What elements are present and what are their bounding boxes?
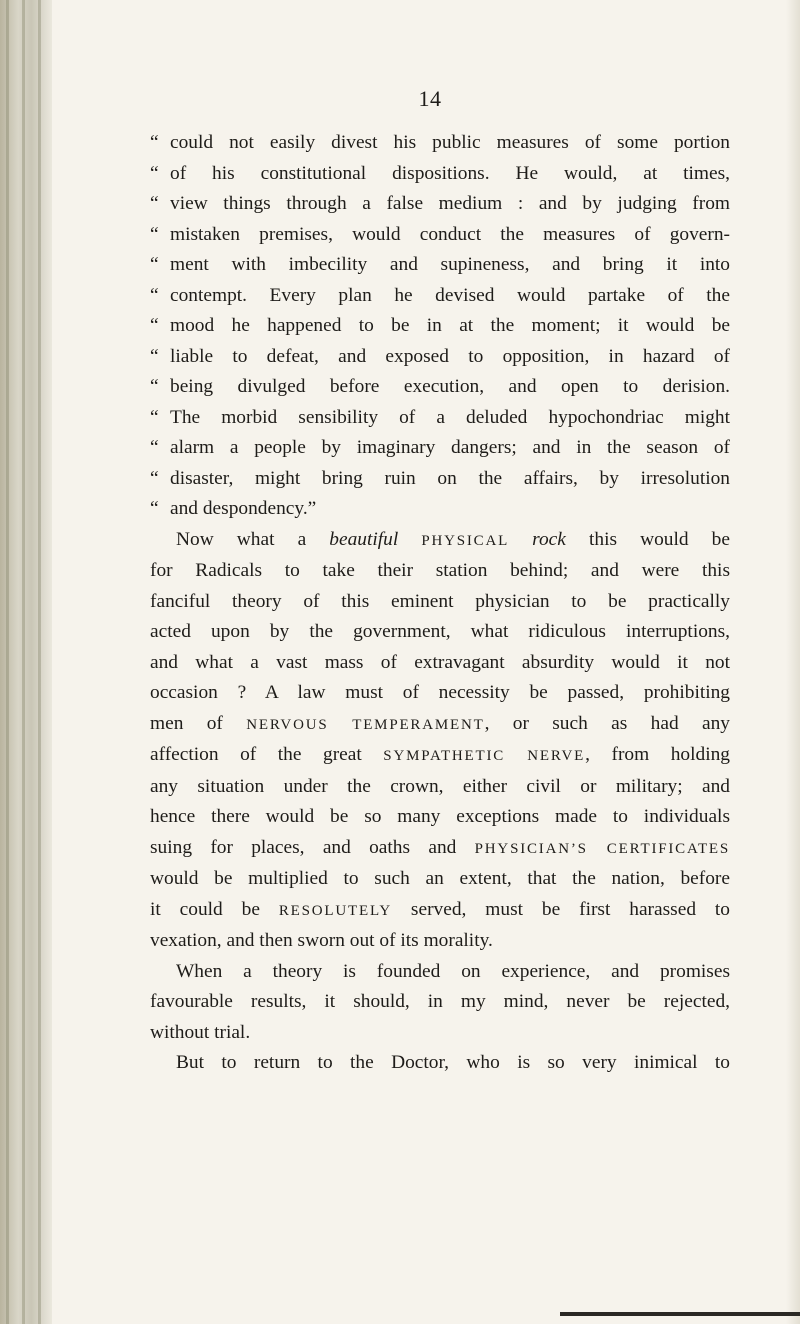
binding-thread — [6, 0, 9, 1324]
small-caps-text: NERVOUS TEMPERAMENT — [246, 716, 485, 733]
small-caps-text: PHYSICIAN’S CERTIFICATES — [474, 840, 731, 857]
text-segment: alarm a people by imaginary dangers; and in the season of — [170, 437, 730, 458]
page-number: 14 — [418, 86, 442, 111]
text-segment: contempt. Every plan he devised would partake of the — [170, 284, 730, 306]
quote-mark: “ — [150, 132, 159, 153]
page-bottom-edge — [560, 1312, 800, 1316]
text-line — [150, 464, 730, 495]
text-segment: would be multiplied to such an extent, that the nation, before — [150, 868, 730, 889]
text-segment: affection of the great — [150, 744, 384, 765]
text-segment: favourable results, it should, in my mind, never be rejected, — [150, 991, 730, 1012]
text-segment: disaster, might bring ruin on the affairs, by irresolution — [170, 467, 730, 489]
text-segment: suing for places, and oaths and — [150, 836, 475, 858]
text-line — [150, 159, 730, 190]
text-line — [150, 772, 730, 803]
text-line — [150, 895, 730, 927]
quote-mark: “ — [150, 162, 159, 184]
text-line — [150, 587, 730, 618]
binding-thread — [22, 0, 25, 1324]
text-line — [150, 250, 730, 281]
text-segment: acted upon by the government, what ridiculous interruptions, — [150, 621, 730, 642]
text-segment: But to return to the Doctor, who is so very inimical to — [176, 1052, 730, 1073]
page-right-edge — [786, 0, 800, 1324]
text-line — [150, 342, 730, 373]
text-segment: occasion ? A law must of necessity be passed, prohibiting — [150, 682, 730, 703]
text-segment — [398, 529, 421, 550]
quote-mark: “ — [150, 467, 159, 489]
text-line — [150, 957, 730, 988]
text-segment: liable to defeat, and exposed to opposition, in hazard of — [170, 345, 730, 367]
text-segment: fanciful theory of this eminent physician to be practically — [150, 590, 730, 612]
body-text — [150, 128, 730, 1079]
text-line — [150, 525, 730, 557]
text-segment: it could be — [150, 898, 279, 920]
italic-text: rock — [532, 528, 566, 550]
text-segment: men of — [150, 712, 247, 734]
text-segment — [509, 529, 532, 550]
text-segment: hence there would be so many exceptions made to individuals — [150, 806, 730, 827]
text-segment: of his constitutional dispositions. He would, at times, — [170, 162, 730, 184]
text-line — [150, 987, 730, 1018]
text-segment: ment with imbecility and supineness, and bring it into — [170, 254, 730, 275]
quote-mark: “ — [150, 223, 159, 245]
text-line — [150, 220, 730, 251]
text-segment: mistaken premises, would conduct the measures of govern- — [170, 223, 730, 245]
quote-mark: “ — [150, 315, 159, 336]
text-segment: The morbid sensibility of a deluded hypochondriac might — [170, 406, 730, 428]
text-segment: any situation under the crown, either civil or military; and — [150, 775, 730, 797]
text-line — [150, 709, 730, 741]
quote-mark: “ — [150, 193, 159, 214]
binding-thread — [38, 0, 41, 1324]
quote-mark: “ — [150, 345, 159, 367]
text-line — [150, 678, 730, 709]
text-line — [150, 372, 730, 403]
text-line — [150, 1048, 730, 1079]
text-segment: served, must be first harassed to — [392, 898, 730, 920]
quote-mark: “ — [150, 254, 159, 275]
quote-mark: “ — [150, 406, 159, 428]
text-segment: mood he happened to be in at the moment; it would be — [170, 315, 730, 336]
text-segment: being divulged before execution, and open to derision. — [170, 376, 730, 397]
quote-mark: “ — [150, 284, 159, 306]
text-segment: , from holding — [585, 744, 730, 765]
text-segment: view things through a false medium : and by judging from — [170, 193, 730, 214]
quote-mark: “ — [150, 437, 159, 458]
text-line — [150, 926, 730, 957]
text-segment: this would be — [565, 528, 730, 550]
text-line — [150, 617, 730, 648]
text-line — [150, 556, 730, 587]
book-binding-edge — [0, 0, 52, 1324]
text-segment: When a theory is founded on experience, and promises — [176, 960, 730, 982]
small-caps-text: PHYSICAL — [421, 532, 510, 549]
text-line — [150, 128, 730, 159]
text-line — [150, 403, 730, 434]
small-caps-text: RESOLUTELY — [278, 902, 393, 919]
text-segment: vexation, and then sworn out of its morality. — [150, 930, 493, 951]
text-segment: Now what a — [176, 528, 330, 550]
text-segment: , or such as had any — [484, 712, 730, 734]
text-segment: and despondency.” — [170, 498, 317, 519]
text-line — [150, 311, 730, 342]
text-line — [150, 281, 730, 312]
text-line — [150, 494, 730, 525]
text-line — [150, 648, 730, 679]
small-caps-text: SYMPATHETIC NERVE — [383, 748, 586, 764]
text-line — [150, 189, 730, 220]
text-line — [150, 433, 730, 464]
quote-mark: “ — [150, 376, 159, 397]
text-line — [150, 740, 730, 772]
text-segment: and what a vast mass of extravagant absurdity would it not — [150, 651, 730, 673]
text-line — [150, 833, 730, 865]
text-line — [150, 1018, 730, 1049]
italic-text: beautiful — [329, 528, 399, 550]
text-line — [150, 864, 730, 895]
text-segment: could not easily divest his public measures of some portion — [170, 132, 730, 153]
quote-mark: “ — [150, 498, 159, 519]
text-line — [150, 802, 730, 833]
text-segment: for Radicals to take their station behind; and were this — [150, 560, 730, 581]
text-segment: without trial. — [150, 1021, 251, 1043]
